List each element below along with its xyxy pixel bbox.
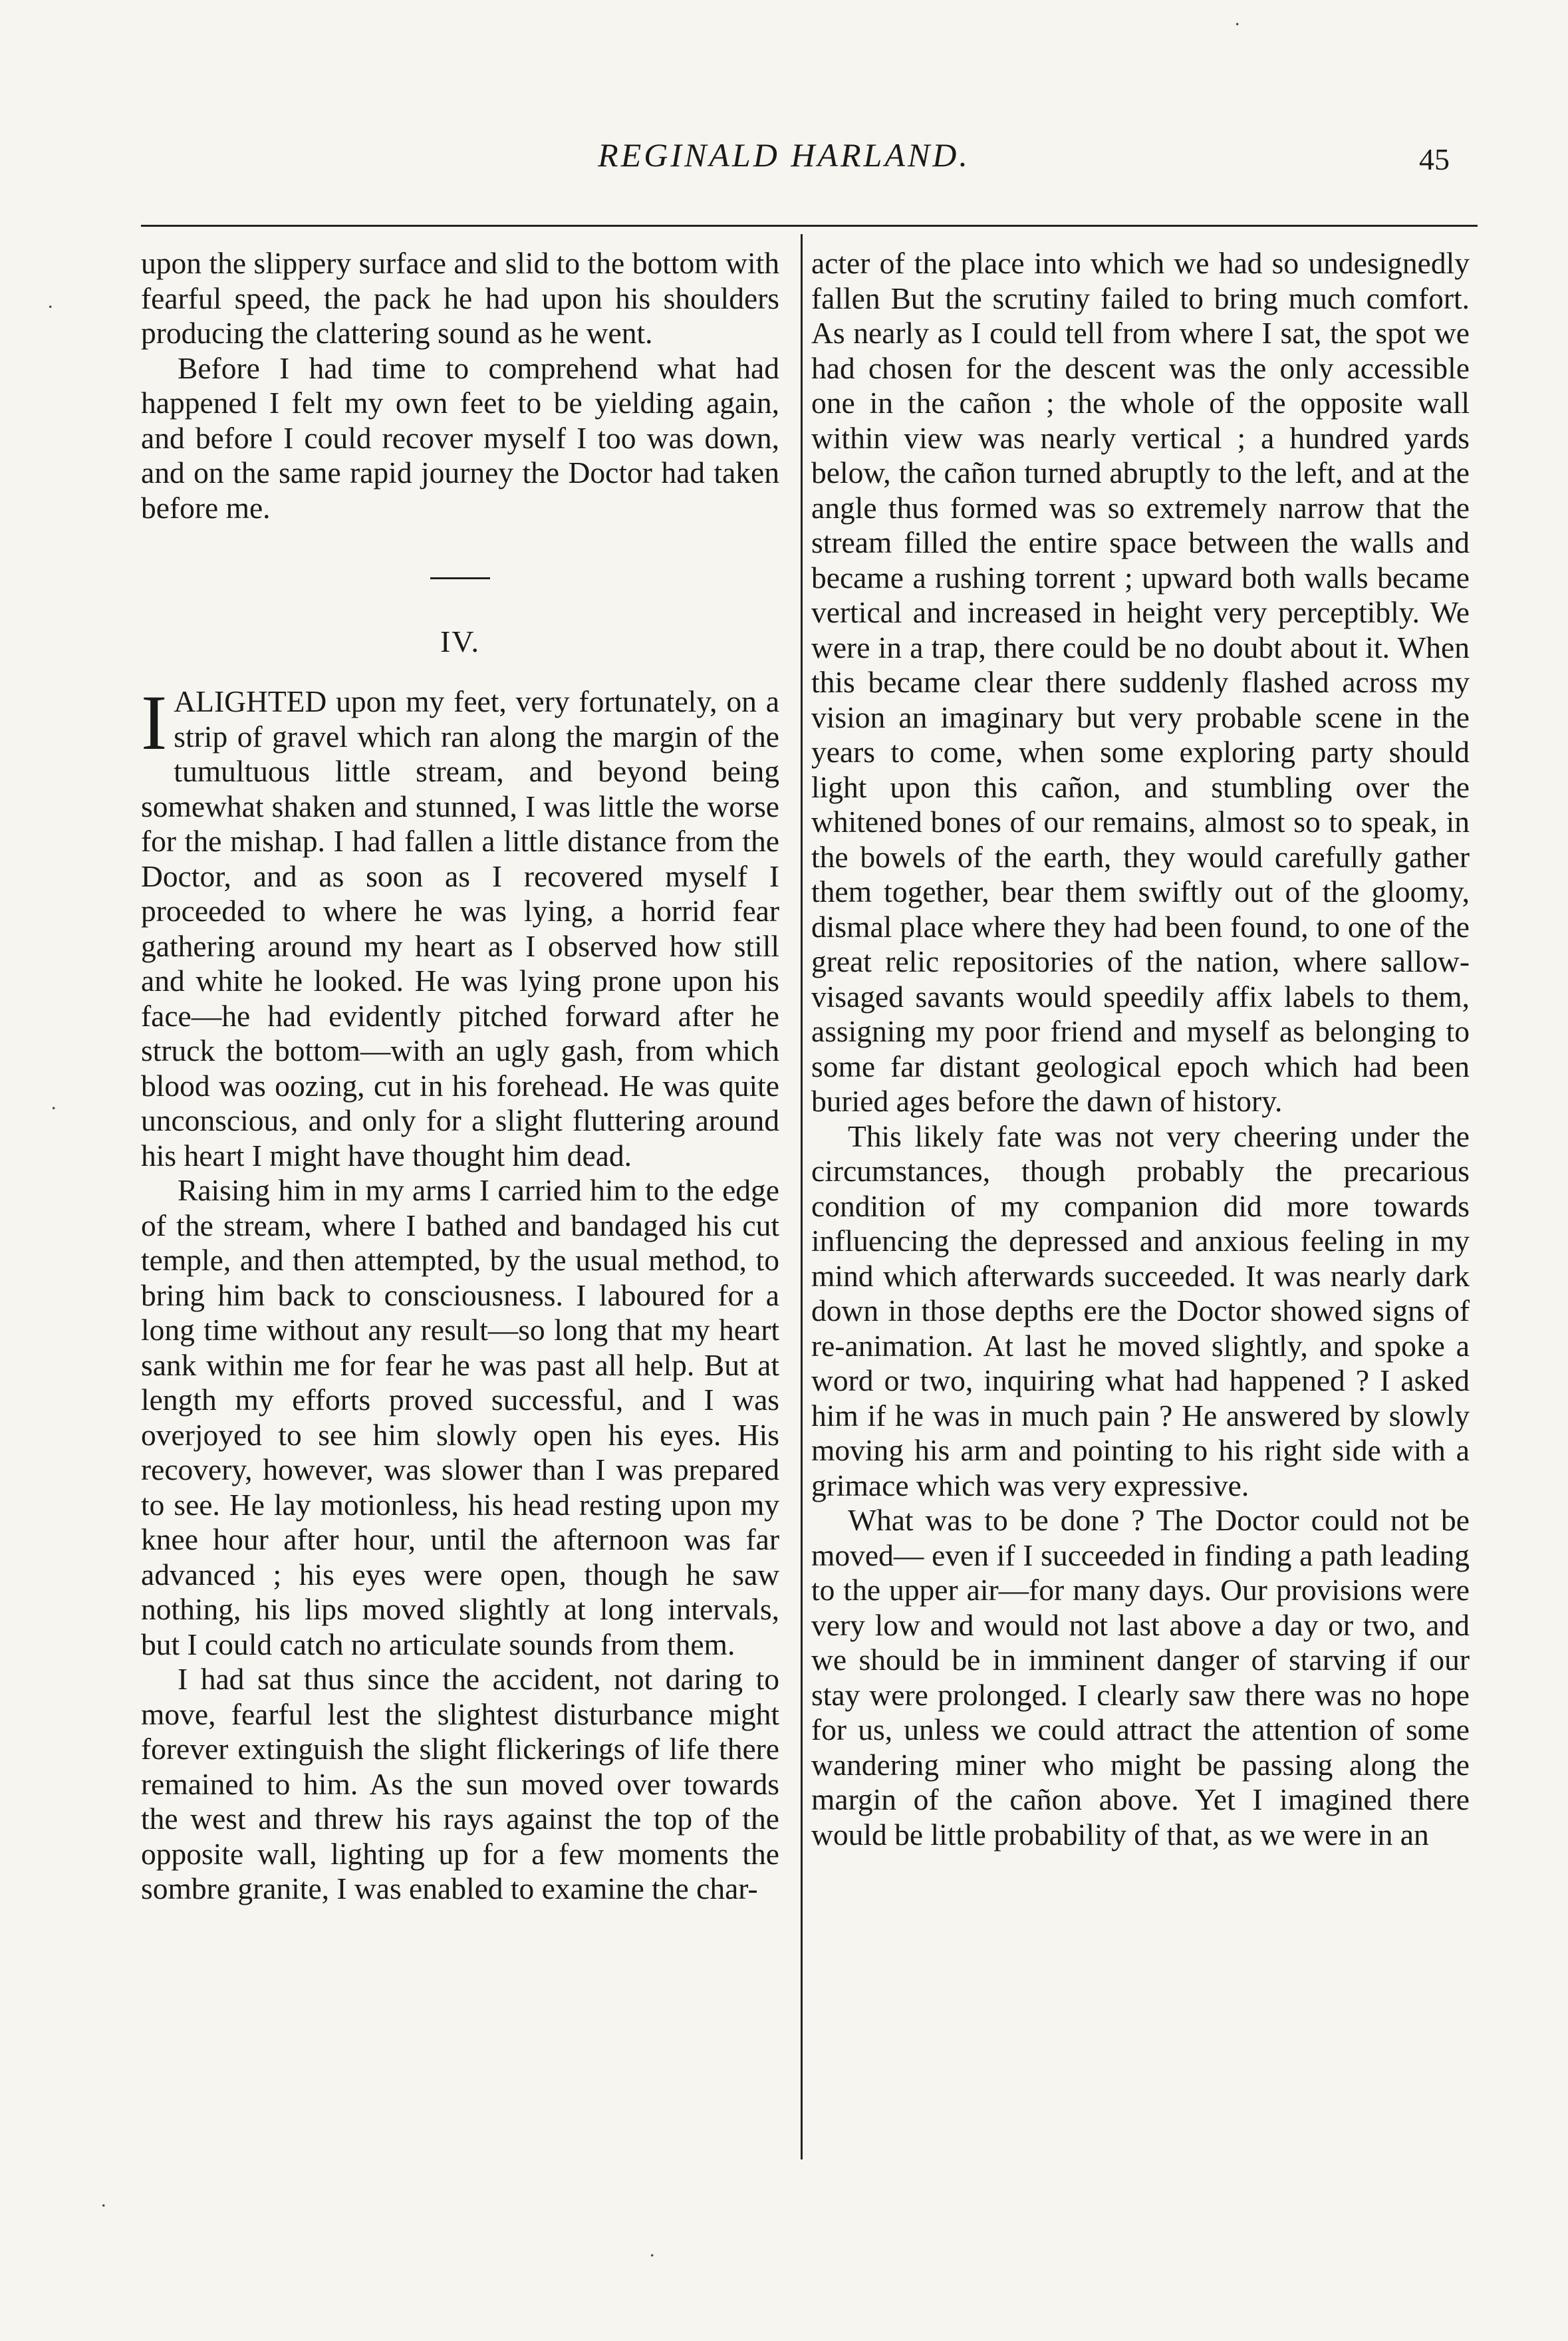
paragraph: upon the slippery surface and slid to the bottom with fearful speed, the pack he had upon his shoulders producing the clattering sound as he went. bbox=[141, 246, 779, 350]
header-rule bbox=[141, 225, 1478, 227]
paragraph: I had sat thus since the accident, not daring to move, fearful lest the slightest disturbance might forever extinguish the slight flickerings of life there remained to him. As the sun moved over towards the west and threw his rays against the top of the opposite wall, lighting up for a few moments the sombre granite, I was enabled to examine the char- bbox=[141, 1662, 779, 1905]
section-heading: IV. bbox=[440, 624, 481, 658]
scan-speck: ˙ bbox=[47, 301, 55, 326]
running-title: REGINALD HARLAND. bbox=[598, 136, 970, 174]
right-column bbox=[811, 246, 1470, 1852]
paragraph: acter of the place into which we had so undesignedly fallen But the scrutiny failed to bring much comfort. As nearly as I could tell from where I sat, the spot we had chosen for the descent was the only accessible one in the cañon ; the whole of the opposite wall within view was nearly vertical ; a hundred yards below, the cañon turned abruptly to the left, and at the angle thus formed was so extremely narrow that the stream filled the entire space between the walls and became a rushing torrent ; upward both walls became vertical and increased in height very perceptibly. We were in a trap, there could be no doubt about it. When this became clear there suddenly flashed across my vision an imaginary but very probable scene in the years to come, when some exploring party should light upon this cañon, and stumbling over the whitened bones of our remains, almost so to speak, in the bowels of the earth, they would carefully gather them together, bear them swiftly out of the gloomy, dismal place where they had been found, to one of the great relic repositories of the nation, where sallow-visaged savants would speedily affix labels to them, assigning my poor friend and myself as belonging to some far distant geological epoch which had been buried ages before the dawn of history. bbox=[811, 246, 1470, 1118]
paragraph: What was to be done ? The Doctor could not be moved— even if I succeeded in finding a path leading to the upper air—for many days. Our provisions were very low and would not last above a day or two, and we should be in imminent danger of starving if our stay were prolonged. I clearly saw there was no hope for us, unless we could attract the attention of some wandering miner who might be passing along the margin of the cañon above. Yet I imagined there would be little probability of that, as we were in an bbox=[811, 1503, 1470, 1852]
section-divider bbox=[430, 577, 490, 579]
paragraph-text: ALIGHTED upon my feet, very fortunately, on a strip of gravel which ran along the margin of the tumultuous little stream, and beyond being somewhat shaken and stunned, I was little the worse for the mishap. I had fallen a little distance from the Doctor, and as soon as I recovered myself I proceeded to where he was lying, a horrid fear gathering around my heart as I observed how still and white he looked. He was lying prone upon his face—he had evidently pitched forward after he struck the bottom—with an ugly gash, from which blood was oozing, cut in his forehead. He was quite unconscious, and only for a slight fluttering around his heart I might have thought him dead. bbox=[141, 684, 779, 1172]
paragraph-with-drop-cap bbox=[141, 679, 779, 1173]
drop-cap: I bbox=[141, 679, 168, 766]
scan-speck: ˙ bbox=[100, 2200, 108, 2225]
paragraph: Before I had time to comprehend what had happened I felt my own feet to be yielding again, and before I could recover myself I too was down, and on the same rapid journey the Doctor had taken before me. bbox=[141, 350, 779, 525]
paragraph: Raising him in my arms I carried him to the edge of the stream, where I bathed and bandaged his cut temple, and then attempted, by the usual method, to bring him back to consciousness. I laboured for a long time without any result—so long that my heart sank within me for fear he was past all help. But at length my efforts proved successful, and I was overjoyed to see him slowly open his eyes. His recovery, however, was slower than I was prepared to see. He lay motionless, his head resting upon my knee hour after hour, until the afternoon was far advanced ; his eyes were open, though he saw nothing, his lips moved slightly at long intervals, but I could catch no articulate sounds from them. bbox=[141, 1173, 779, 1661]
paragraph: This likely fate was not very cheering under the circumstances, though probably the precarious condition of my companion did more towards influencing the depressed and anxious feeling in my mind which afterwards succeeded. It was nearly dark down in those depths ere the Doctor showed signs of re-animation. At last he moved slightly, and spoke a word or two, inquiring what had happened ? I asked him if he was in much pain ? He answered by slowly moving his arm and pointing to his right side with a grimace which was very expressive. bbox=[811, 1119, 1470, 1502]
scan-speck: ˙ bbox=[1234, 19, 1241, 43]
page-header bbox=[0, 132, 1568, 185]
page-number: 45 bbox=[1419, 142, 1450, 176]
left-column bbox=[141, 246, 779, 1907]
column-divider bbox=[801, 234, 803, 2159]
scan-speck: ˙ bbox=[648, 2250, 656, 2274]
scan-speck: ˙ bbox=[50, 1103, 58, 1127]
